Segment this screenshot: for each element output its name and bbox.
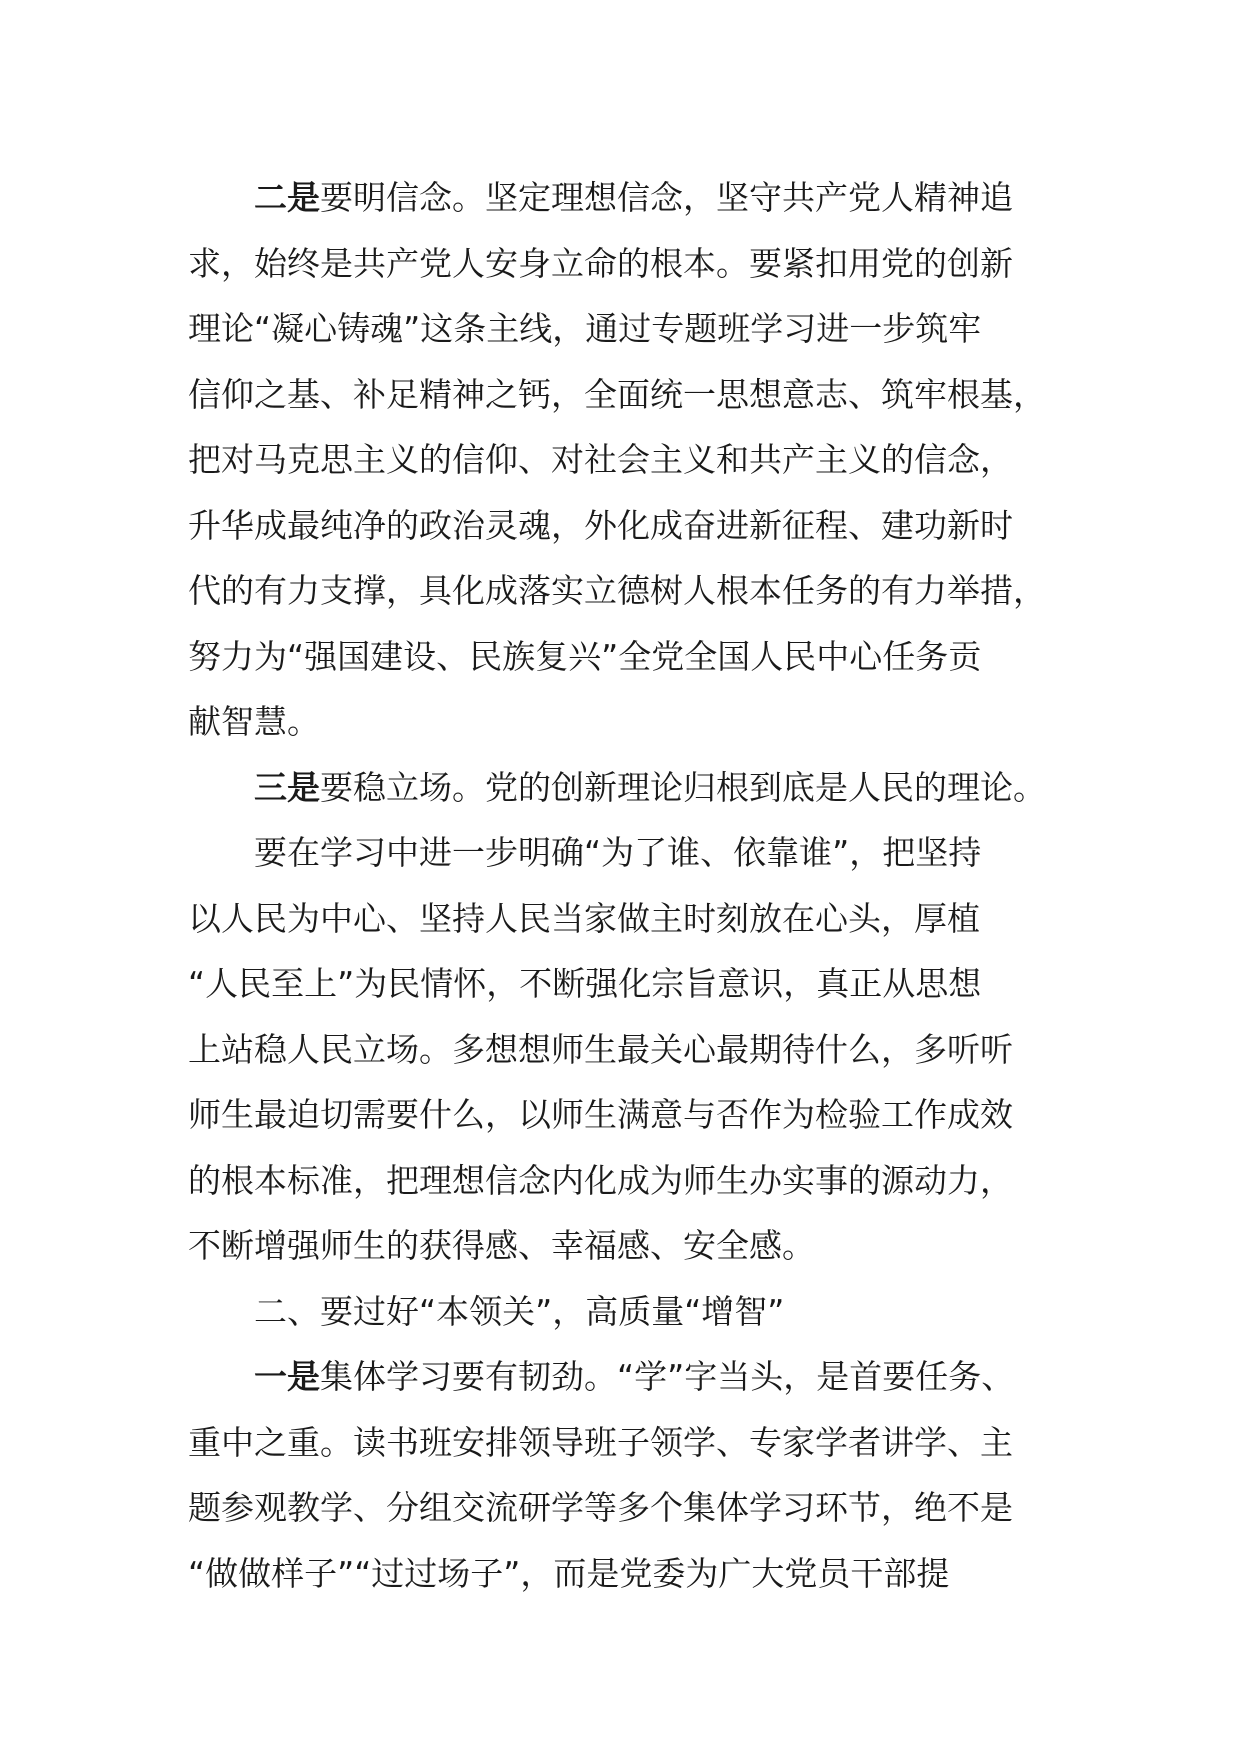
- text-line: [188, 1344, 1063, 1410]
- line-text: 理论“凝心铸魂”这条主线，通过专题班学习进一步筑牢: [188, 309, 982, 348]
- text-line: [188, 362, 1063, 428]
- text-line: [188, 1410, 1063, 1476]
- text-line: [188, 1475, 1063, 1541]
- line-text: 把对马克思主义的信仰、对社会主义和共产主义的信念，: [188, 440, 1013, 479]
- point-lead: 一是: [254, 1357, 320, 1396]
- text-line: [188, 1148, 1063, 1214]
- text-line: [188, 427, 1063, 493]
- text-line: [188, 296, 1063, 362]
- line-text: “人民至上”为民情怀，不断强化宗旨意识，真正从思想: [188, 964, 982, 1003]
- text-line: [188, 624, 1063, 690]
- body-text: [188, 165, 1063, 1606]
- line-text: 以人民为中心、坚持人民当家做主时刻放在心头，厚植: [188, 898, 980, 938]
- text-line: [188, 493, 1063, 559]
- line-text: 集体学习要有韧劲。“学”字当头，是首要任务、: [320, 1357, 1015, 1396]
- text-line: [188, 951, 1063, 1017]
- line-text: 献智慧。: [188, 702, 320, 741]
- line-text: 升华成最纯净的政治灵魂，外化成奋进新征程、建功新时: [188, 505, 1013, 545]
- point-lead: 三是: [254, 767, 320, 807]
- line-text: 要在学习中进一步明确“为了谁、依靠谁”，把坚持: [254, 833, 982, 872]
- line-text: 题参观教学、分组交流研学等多个集体学习环节，绝不是: [188, 1488, 1013, 1527]
- text-line: [188, 1017, 1063, 1083]
- line-text: 重中之重。读书班安排领导班子领学、专家学者讲学、主: [188, 1422, 1013, 1462]
- text-line: [188, 1082, 1063, 1148]
- text-line: [188, 820, 1063, 886]
- text-line: [188, 755, 1063, 821]
- line-text: “做做样子”“过过场子”，而是党委为广大党员干部提: [188, 1553, 950, 1593]
- line-text: 信仰之基、补足精神之钙，全面统一思想意志、筑牢根基，: [188, 374, 1046, 414]
- text-line: [188, 886, 1063, 952]
- line-text: 求，始终是共产党人安身立命的根本。要紧扣用党的创新: [188, 243, 1013, 283]
- text-line: [188, 165, 1063, 231]
- text-line: [188, 558, 1063, 624]
- point-lead: 二是: [254, 178, 320, 217]
- line-text: 的根本标准，把理想信念内化成为师生办实事的源动力，: [188, 1160, 1013, 1200]
- text-line: [188, 689, 1063, 755]
- line-text: 二、要过好“本领关”，高质量“增智”: [254, 1291, 785, 1331]
- line-text: 要明信念。坚定理想信念，坚守共产党人精神追: [320, 178, 1013, 217]
- text-line: [188, 1541, 1063, 1607]
- line-text: 上站稳人民立场。多想想师生最关心最期待什么，多听听: [188, 1029, 1013, 1069]
- line-text: 不断增强师生的获得感、幸福感、安全感。: [188, 1226, 815, 1265]
- text-line: [188, 231, 1063, 297]
- line-text: 师生最迫切需要什么，以师生满意与否作为检验工作成效: [188, 1095, 1013, 1134]
- text-line: [188, 1213, 1063, 1279]
- text-line: [188, 1279, 1063, 1345]
- line-text: 代的有力支撑，具化成落实立德树人根本任务的有力举措，: [188, 571, 1046, 610]
- line-text: 努力为“强国建设、民族复兴”全党全国人民中心任务贡: [188, 636, 982, 676]
- line-text: 要稳立场。党的创新理论归根到底是人民的理论。: [320, 767, 1046, 807]
